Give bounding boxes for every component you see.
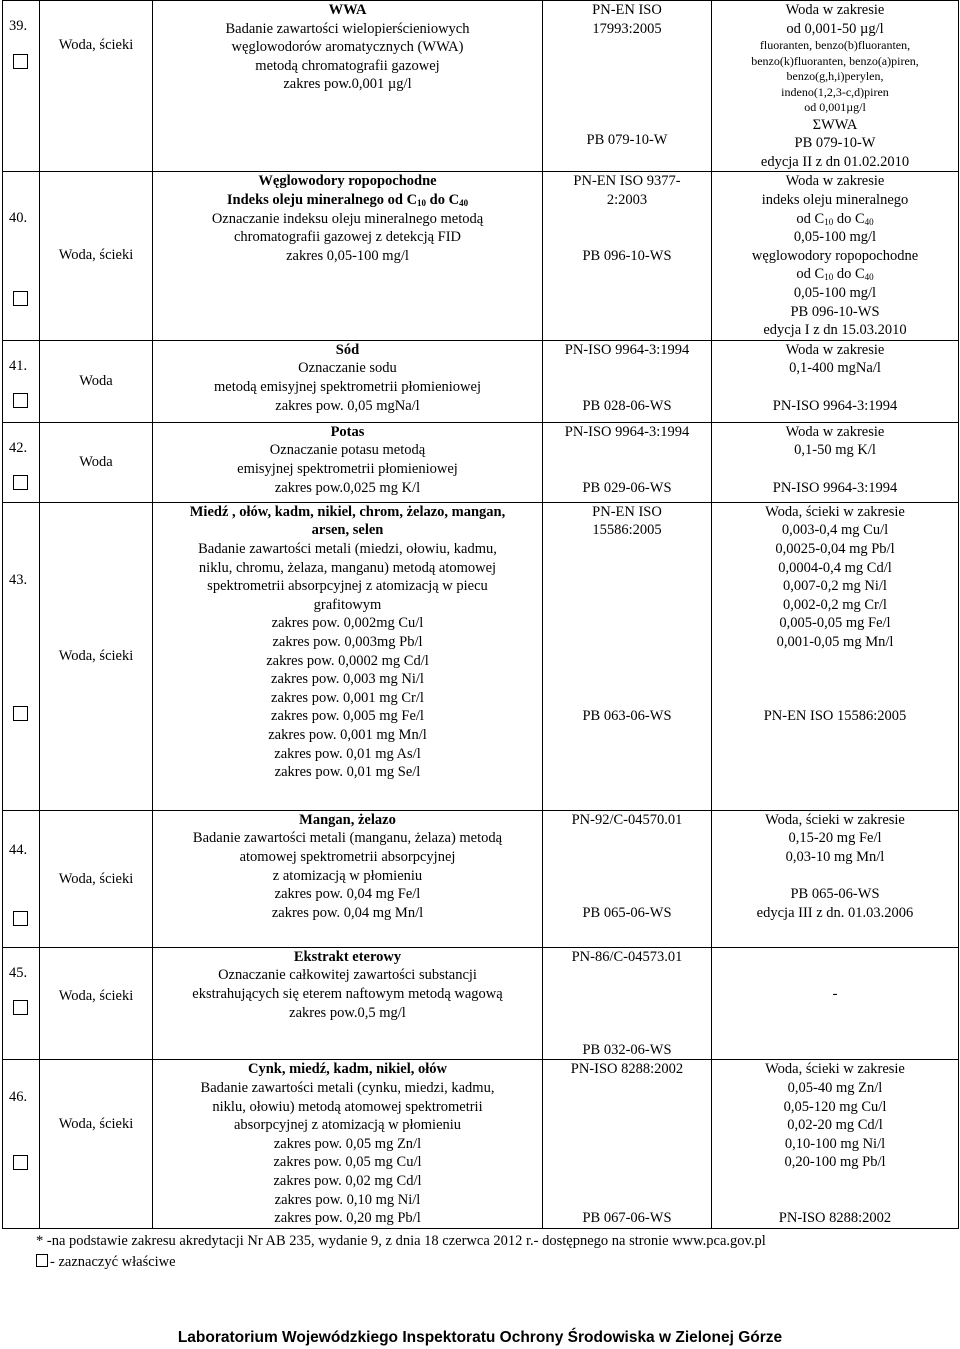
- scope-line: 0,05-100 mg/l: [793, 285, 877, 302]
- parameter-line: Badanie zawartości wielopierścieniowych: [225, 20, 470, 37]
- method-line: [543, 867, 711, 886]
- matrix-cell: [40, 947, 153, 1060]
- selection-checkbox[interactable]: [13, 1155, 28, 1170]
- parameter-line: Cynk, miedź, kadm, nikiel, ołów: [248, 1061, 447, 1078]
- method-line: [543, 614, 711, 633]
- parameter-line: Oznaczanie potasu metodą: [269, 442, 426, 459]
- scope-line: od 0,001µg/l: [804, 100, 866, 115]
- parameter-line: zakres pow. 0,001 mg Cr/l: [271, 689, 424, 706]
- scope-cell: [712, 947, 959, 1060]
- row-number-cell: [3, 1, 40, 172]
- parameter-line: Ekstrakt eterowy: [293, 948, 402, 965]
- method-line: [543, 848, 711, 867]
- parameter-line: zakres pow. 0,005 mg Fe/l: [271, 708, 424, 725]
- method-line: [543, 966, 711, 985]
- matrix-label: Woda, ścieki: [58, 870, 134, 887]
- method-line: PN-ISO 9964-3:1994: [564, 341, 690, 358]
- method-line: [543, 885, 711, 904]
- parameter-line: Węglowodory ropopochodne: [258, 173, 437, 190]
- matrix-label: Woda, ścieki: [58, 1115, 134, 1132]
- accreditation-table: [2, 0, 959, 1229]
- method-line: [543, 57, 711, 76]
- scope-line: 0,05-120 mg Cu/l: [783, 1098, 887, 1115]
- parameter-cell: [153, 1, 543, 172]
- method-line: [543, 1116, 711, 1135]
- method-line: [543, 1004, 711, 1023]
- row-number-cell: [3, 172, 40, 340]
- method-line: PB 065-06-WS: [582, 904, 672, 921]
- parameter-line: zakres pow. 0,10 mg Ni/l: [274, 1191, 421, 1208]
- scope-line: [712, 378, 958, 397]
- scope-line: PN-EN ISO 15586:2005: [763, 708, 907, 725]
- scope-line: ΣWWA: [812, 116, 858, 133]
- matrix-cell: [40, 1060, 153, 1228]
- parameter-line: metodą emisyjnej spektrometrii płomieniowej: [214, 379, 481, 395]
- page-footer: Laboratorium Wojewódzkiego Inspektoratu Ochrony Środowiska w Zielonej Górze: [177, 1329, 783, 1346]
- parameter-cell: [153, 340, 543, 422]
- method-cell: [543, 810, 712, 947]
- method-line: [543, 689, 711, 708]
- method-line: PB 032-06-WS: [582, 1041, 672, 1058]
- scope-line: 0,005-0,05 mg Fe/l: [779, 615, 891, 632]
- scope-line: fluoranten, benzo(b)fluoranten,: [759, 38, 911, 53]
- method-line: [543, 94, 711, 113]
- scope-line: PN-ISO 9964-3:1994: [772, 397, 898, 414]
- scope-line: 0,0004-0,4 mg Cd/l: [778, 559, 892, 576]
- parameter-line: grafitowym: [313, 596, 382, 613]
- scope-line: [712, 670, 958, 689]
- row-number: 43.: [9, 571, 28, 588]
- row-number-cell: [3, 422, 40, 502]
- method-line: [543, 1191, 711, 1210]
- scope-cell: [712, 810, 959, 947]
- scope-line: 0,10-100 mg Ni/l: [784, 1135, 886, 1152]
- scope-line: Woda, ścieki w zakresie: [765, 1061, 905, 1078]
- parameter-cell: [153, 947, 543, 1060]
- method-line: [543, 1135, 711, 1154]
- method-cell: [543, 340, 712, 422]
- parameter-line: zakres pow. 0,05 mg Cu/l: [273, 1154, 422, 1171]
- scope-cell: [712, 502, 959, 810]
- selection-checkbox[interactable]: [13, 1000, 28, 1015]
- parameter-line: zakres 0,05-100 mg/l: [286, 247, 409, 264]
- scope-line: Woda w zakresie: [785, 423, 885, 440]
- parameter-line: zakres pow. 0,0002 mg Cd/l: [266, 652, 429, 669]
- method-line: [543, 441, 711, 460]
- scope-line: 0,02-20 mg Cd/l: [787, 1117, 883, 1134]
- method-line: [543, 378, 711, 397]
- parameter-line: emisyjnej spektrometrii płomieniowej: [237, 461, 458, 477]
- matrix-cell: [40, 340, 153, 422]
- parameter-line: Mangan, żelazo: [299, 811, 396, 828]
- method-line: [543, 596, 711, 615]
- method-line: [543, 633, 711, 652]
- row-number-cell: [3, 947, 40, 1060]
- parameter-line: z atomizacją w płomieniu: [272, 867, 423, 884]
- parameter-line: Badanie zawartości metali (cynku, miedzi, kadmu,: [200, 1079, 495, 1096]
- parameter-line: zakres pow.0,025 mg K/l: [274, 479, 421, 496]
- scope-line: 0,0025-0,04 mg Pb/l: [775, 541, 895, 557]
- method-line: [543, 559, 711, 578]
- method-cell: [543, 422, 712, 502]
- method-line: [543, 38, 711, 57]
- scope-line: Woda w zakresie: [785, 341, 885, 358]
- parameter-line: zakres pow. 0,003mg Pb/l: [272, 633, 423, 650]
- method-line: PN-EN ISO: [592, 2, 662, 18]
- method-line: PN-92/C-04570.01: [571, 811, 683, 828]
- parameter-line: Miedź , ołów, kadm, nikiel, chrom, żelazo, mangan,: [189, 503, 506, 520]
- method-cell: [543, 502, 712, 810]
- selection-checkbox[interactable]: [13, 54, 28, 69]
- method-line: [543, 210, 711, 229]
- parameter-line: Potas: [330, 423, 365, 440]
- row-number: 42.: [9, 439, 28, 456]
- parameter-cell: [153, 810, 543, 947]
- method-line: [543, 113, 711, 132]
- parameter-line: niklu, chromu, żelaza, manganu) metodą atomowej: [198, 559, 497, 576]
- parameter-line: zakres pow.0,001 µg/l: [283, 76, 412, 93]
- parameter-line: chromatografii gazowej z detekcją FID: [233, 229, 462, 246]
- scope-line: 0,15-20 mg Fe/l: [788, 830, 882, 847]
- scope-cell: [712, 422, 959, 502]
- method-line: PB 067-06-WS: [582, 1210, 672, 1227]
- scope-line: PB 079-10-W: [794, 135, 876, 152]
- parameter-line: Oznaczanie całkowitej zawartości substancji: [218, 967, 477, 984]
- method-line: PN-ISO 9964-3:1994: [564, 423, 690, 440]
- row-number-cell: [3, 1060, 40, 1228]
- parameter-cell: [153, 172, 543, 340]
- method-line: [543, 1098, 711, 1117]
- row-number-cell: [3, 810, 40, 947]
- scope-line: 0,05-100 mg/l: [793, 229, 877, 246]
- parameter-line: Badanie zawartości metali (manganu, żelaza) metodą: [192, 830, 503, 847]
- table-row: [3, 502, 959, 810]
- row-number: 40.: [9, 210, 28, 227]
- scope-line: od $C_{10}$ do $C_{40}$: [796, 210, 874, 227]
- scope-line: 0,1-50 mg K/l: [794, 442, 876, 459]
- table-row: [3, 1060, 959, 1228]
- table-row: [3, 1, 959, 172]
- method-line: [543, 228, 711, 247]
- method-line: 2:2003: [606, 192, 648, 209]
- scope-line: [712, 1172, 958, 1191]
- method-line: [543, 829, 711, 848]
- method-line: [543, 540, 711, 559]
- checkbox-icon: [36, 1254, 48, 1267]
- method-line: [543, 652, 711, 671]
- scope-line: PN-ISO 9964-3:1994: [772, 479, 898, 496]
- scope-cell: [712, 1, 959, 172]
- method-line: [543, 359, 711, 378]
- scope-cell: [712, 340, 959, 422]
- scope-line: 0,05-40 mg Zn/l: [787, 1079, 883, 1096]
- matrix-label: Woda: [79, 454, 113, 471]
- method-line: [543, 1172, 711, 1191]
- scope-line: indeks oleju mineralnego: [761, 192, 909, 209]
- method-line: [543, 1153, 711, 1172]
- checkbox-footnote-text: - zaznaczyć właściwe: [50, 1254, 176, 1270]
- scope-line: [712, 948, 958, 967]
- matrix-label: Woda, ścieki: [58, 247, 134, 264]
- matrix-cell: [40, 172, 153, 340]
- scope-line: benzo(g,h,i)perylen,: [786, 69, 884, 84]
- row-number: 41.: [9, 357, 28, 374]
- scope-line: [712, 460, 958, 479]
- parameter-line: zakres pow. 0,01 mg As/l: [274, 745, 421, 762]
- row-number-cell: [3, 502, 40, 810]
- scope-line: Woda, ścieki w zakresie: [765, 811, 905, 828]
- table-row: [3, 947, 959, 1060]
- row-number: 39.: [9, 18, 28, 34]
- scope-line: [712, 966, 958, 985]
- method-line: [543, 577, 711, 596]
- parameter-line: zakres pow. 0,02 mg Cd/l: [273, 1172, 422, 1189]
- method-line: PN-EN ISO: [592, 503, 662, 520]
- parameter-line: zakres pow. 0,001 mg Mn/l: [268, 726, 427, 743]
- scope-line: edycja III z dn. 01.03.2006: [756, 904, 914, 921]
- method-line: [543, 670, 711, 689]
- parameter-line: węglowodorów aromatycznych (WWA): [231, 39, 464, 56]
- method-line: [543, 1079, 711, 1098]
- method-cell: [543, 1, 712, 172]
- matrix-cell: [40, 502, 153, 810]
- parameter-line: zakres pow. 0,05 mgNa/l: [275, 397, 420, 414]
- method-line: PN-EN ISO 9377-: [573, 173, 681, 190]
- parameter-line: Oznaczanie indeksu oleju mineralnego metodą: [211, 210, 484, 227]
- row-number-cell: [3, 340, 40, 422]
- selection-checkbox[interactable]: [13, 911, 28, 926]
- method-line: PB 079-10-W: [586, 132, 668, 149]
- scope-line: [712, 1191, 958, 1210]
- scope-line: -: [832, 986, 838, 1002]
- selection-checkbox[interactable]: [13, 475, 28, 490]
- matrix-label: Woda, ścieki: [58, 648, 134, 665]
- method-line: PB 029-06-WS: [582, 479, 672, 496]
- parameter-line: Badanie zawartości metali (miedzi, ołowiu, kadmu,: [198, 541, 497, 557]
- selection-checkbox[interactable]: [13, 291, 28, 306]
- method-line: [543, 460, 711, 479]
- method-line: [543, 985, 711, 1004]
- scope-line: od $C_{10}$ do $C_{40}$: [796, 266, 874, 283]
- scope-line: edycja I z dn 15.03.2010: [763, 322, 907, 339]
- parameter-line: WWA: [328, 2, 367, 18]
- scope-line: 0,003-0,4 mg Cu/l: [781, 522, 889, 539]
- parameter-line: spektrometrii absorpcyjnej z atomizacją w piecu: [207, 578, 488, 595]
- scope-line: [712, 689, 958, 708]
- matrix-cell: [40, 810, 153, 947]
- method-cell: [543, 1060, 712, 1228]
- table-row: [3, 422, 959, 502]
- scope-line: od 0,001-50 µg/l: [786, 20, 884, 37]
- method-line: PB 063-06-WS: [582, 708, 672, 725]
- method-line: PB 096-10-WS: [582, 247, 672, 264]
- scope-line: [712, 867, 958, 886]
- method-cell: [543, 947, 712, 1060]
- scope-line: 0,1-400 mgNa/l: [789, 360, 881, 377]
- accreditation-footnote: * -na podstawie zakresu akredytacji Nr AB 235, wydanie 9, z dnia 18 czerwca 2012 r.- dostępnego na stronie www.pca.gov.pl: [36, 1233, 766, 1249]
- scope-line: benzo(k)fluoranten, benzo(a)piren,: [751, 53, 919, 68]
- selection-checkbox[interactable]: [13, 393, 28, 408]
- parameter-line: zakres pow. 0,002mg Cu/l: [271, 615, 424, 632]
- parameter-line: absorpcyjnej z atomizacją w płomieniu: [233, 1117, 462, 1134]
- parameter-line: zakres pow. 0,003 mg Ni/l: [271, 671, 424, 688]
- method-line: 17993:2005: [592, 20, 662, 37]
- method-line: PN-86/C-04573.01: [571, 948, 683, 965]
- parameter-line: zakres pow.0,5 mg/l: [289, 1004, 406, 1021]
- row-number: 46.: [9, 1089, 28, 1106]
- scope-line: 0,002-0,2 mg Cr/l: [783, 596, 887, 613]
- table-row: [3, 810, 959, 947]
- selection-checkbox[interactable]: [13, 706, 28, 721]
- scope-line: edycja II z dn 01.02.2010: [760, 153, 910, 170]
- parameter-line: Indeks oleju mineralnego od $C_{10}$ do $C_{40}$: [226, 192, 469, 209]
- method-line: [543, 75, 711, 94]
- parameter-line: Oznaczanie sodu: [298, 360, 397, 377]
- scope-line: Woda, ścieki w zakresie: [765, 503, 905, 520]
- matrix-label: Woda: [79, 373, 113, 390]
- parameter-line: arsen, selen: [311, 522, 384, 539]
- parameter-line: ekstrahujących się eterem naftowym metodą wagową: [192, 986, 503, 1002]
- parameter-line: zakres pow. 0,04 mg Mn/l: [271, 904, 424, 921]
- scope-line: PB 065-06-WS: [790, 886, 880, 903]
- scope-line: 0,03-10 mg Mn/l: [785, 849, 885, 865]
- table-row: [3, 172, 959, 340]
- parameter-cell: [153, 422, 543, 502]
- method-line: PN-ISO 8288:2002: [570, 1061, 684, 1078]
- scope-line: Woda w zakresie: [785, 173, 885, 190]
- matrix-cell: [40, 422, 153, 502]
- scope-cell: [712, 1060, 959, 1228]
- parameter-line: zakres pow. 0,04 mg Fe/l: [274, 886, 421, 903]
- matrix-label: Woda, ścieki: [58, 988, 134, 1005]
- parameter-line: atomowej spektrometrii absorpcyjnej: [239, 849, 456, 865]
- parameter-cell: [153, 1060, 543, 1228]
- method-cell: [543, 172, 712, 340]
- parameter-line: Sód: [335, 341, 360, 358]
- scope-line: PN-ISO 8288:2002: [778, 1210, 892, 1227]
- row-number: 44.: [9, 841, 28, 858]
- parameter-line: zakres pow. 0,01 mg Se/l: [274, 764, 421, 781]
- scope-line: 0,007-0,2 mg Ni/l: [783, 578, 887, 595]
- method-line: PB 028-06-WS: [582, 397, 672, 414]
- scope-line: 0,20-100 mg Pb/l: [784, 1154, 886, 1171]
- parameter-line: zakres pow. 0,05 mg Zn/l: [273, 1135, 422, 1152]
- parameter-line: zakres pow. 0,20 mg Pb/l: [274, 1210, 421, 1227]
- table-row: [3, 340, 959, 422]
- scope-cell: [712, 172, 959, 340]
- method-line: [543, 1022, 711, 1041]
- method-line: 15586:2005: [592, 522, 662, 539]
- scope-line: [712, 652, 958, 671]
- matrix-label: Woda, ścieki: [58, 37, 134, 54]
- scope-line: 0,001-0,05 mg Mn/l: [776, 633, 894, 650]
- parameter-line: niklu, ołowiu) metodą atomowej spektrometrii: [212, 1098, 483, 1115]
- parameter-line: metodą chromatografii gazowej: [255, 57, 440, 74]
- scope-line: węglowodory ropopochodne: [751, 247, 919, 264]
- scope-line: Woda w zakresie: [785, 2, 885, 18]
- matrix-cell: [40, 1, 153, 172]
- scope-line: indeno(1,2,3-c,d)piren: [781, 84, 889, 99]
- row-number: 45.: [9, 964, 28, 981]
- checkbox-footnote: [36, 1253, 176, 1271]
- scope-line: PB 096-10-WS: [790, 303, 880, 320]
- parameter-cell: [153, 502, 543, 810]
